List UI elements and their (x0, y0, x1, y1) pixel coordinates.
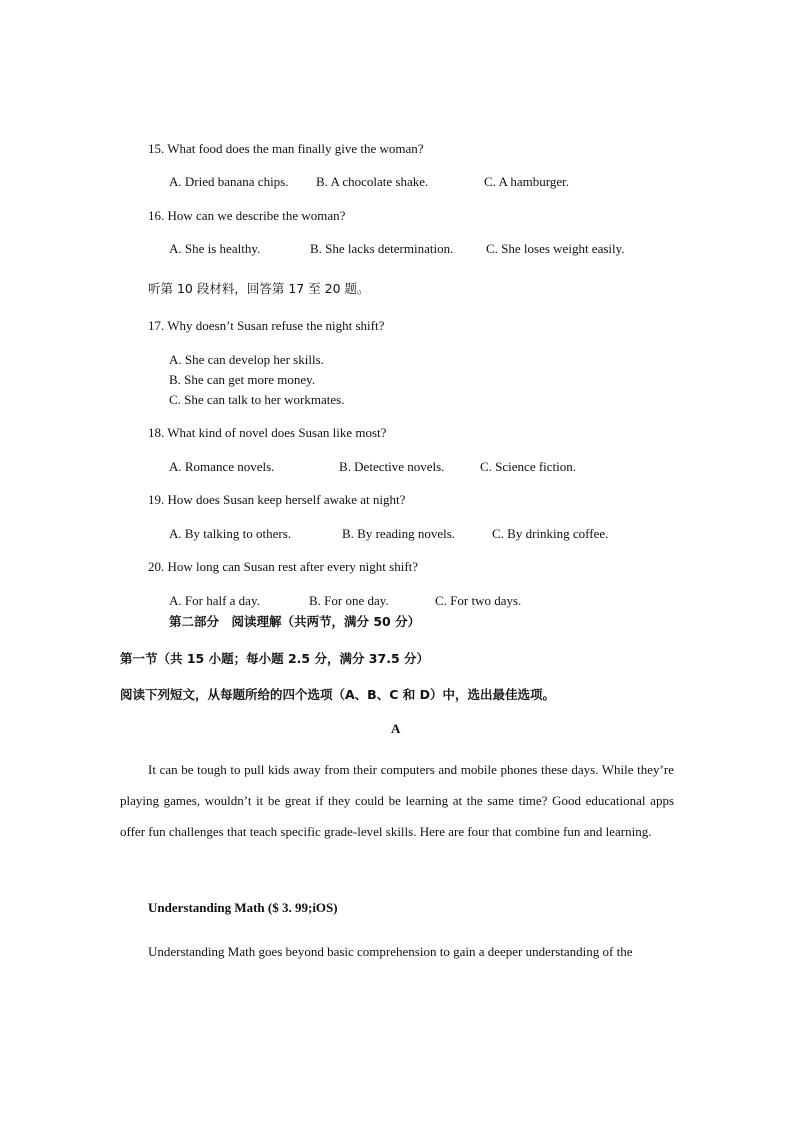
q18-option-c: C. Science fiction. (480, 459, 577, 474)
q19-option-c: C. By drinking coffee. (492, 526, 609, 541)
question-17: 17. Why doesn’t Susan refuse the night shift? (148, 318, 385, 333)
q15-option-b: B. A chocolate shake. (316, 174, 429, 189)
q18-option-a: A. Romance novels. (169, 459, 275, 474)
q20-option-a: A. For half a day. (169, 593, 260, 608)
question-18: 18. What kind of novel does Susan like most? (148, 425, 387, 440)
app-paragraph-understanding-math: Understanding Math goes beyond basic comprehension to gain a deeper understanding of the (148, 944, 633, 959)
q18-option-b: B. Detective novels. (339, 459, 445, 474)
q17-option-a: A. She can develop her skills. (169, 352, 324, 367)
passage-label: A (391, 721, 401, 736)
part-two-title: 第二部分 阅读理解（共两节，满分 50 分） (169, 614, 421, 629)
question-19: 19. How does Susan keep herself awake at night? (148, 492, 406, 507)
intro-paragraph: It can be tough to pull kids away from their computers and mobile phones these days. While they’re playing games, wouldn’t it be great if they could be learning at the same time? Good educational apps offer fun challenges that teach specific grade-level skills. Here are four that combine fun and learning. (120, 762, 674, 839)
q16-option-c: C. She loses weight easily. (486, 241, 625, 256)
question-15: 15. What food does the man finally give the woman? (148, 141, 424, 156)
q15-option-a: A. Dried banana chips. (169, 174, 289, 189)
app-title-understanding-math: Understanding Math ($ 3. 99;iOS) (148, 900, 338, 915)
q16-option-b: B. She lacks determination. (310, 241, 454, 256)
q20-option-b: B. For one day. (309, 593, 389, 608)
section-10-instruction: 听第 10 段材料，回答第 17 至 20 题。 (148, 281, 370, 296)
reading-instruction: 阅读下列短文，从每题所给的四个选项（A、B、C 和 D）中，选出最佳选项。 (120, 687, 555, 702)
section-one-title: 第一节（共 15 小题；每小题 2.5 分，满分 37.5 分） (120, 651, 429, 666)
question-20: 20. How long can Susan rest after every night shift? (148, 559, 419, 574)
q19-option-a: A. By talking to others. (169, 526, 292, 541)
q17-option-c: C. She can talk to her workmates. (169, 392, 345, 407)
q19-option-b: B. By reading novels. (342, 526, 456, 541)
question-16: 16. How can we describe the woman? (148, 208, 346, 223)
q17-option-b: B. She can get more money. (169, 372, 316, 387)
q16-option-a: A. She is healthy. (169, 241, 261, 256)
q20-option-c: C. For two days. (435, 593, 522, 608)
q15-option-c: C. A hamburger. (484, 174, 569, 189)
